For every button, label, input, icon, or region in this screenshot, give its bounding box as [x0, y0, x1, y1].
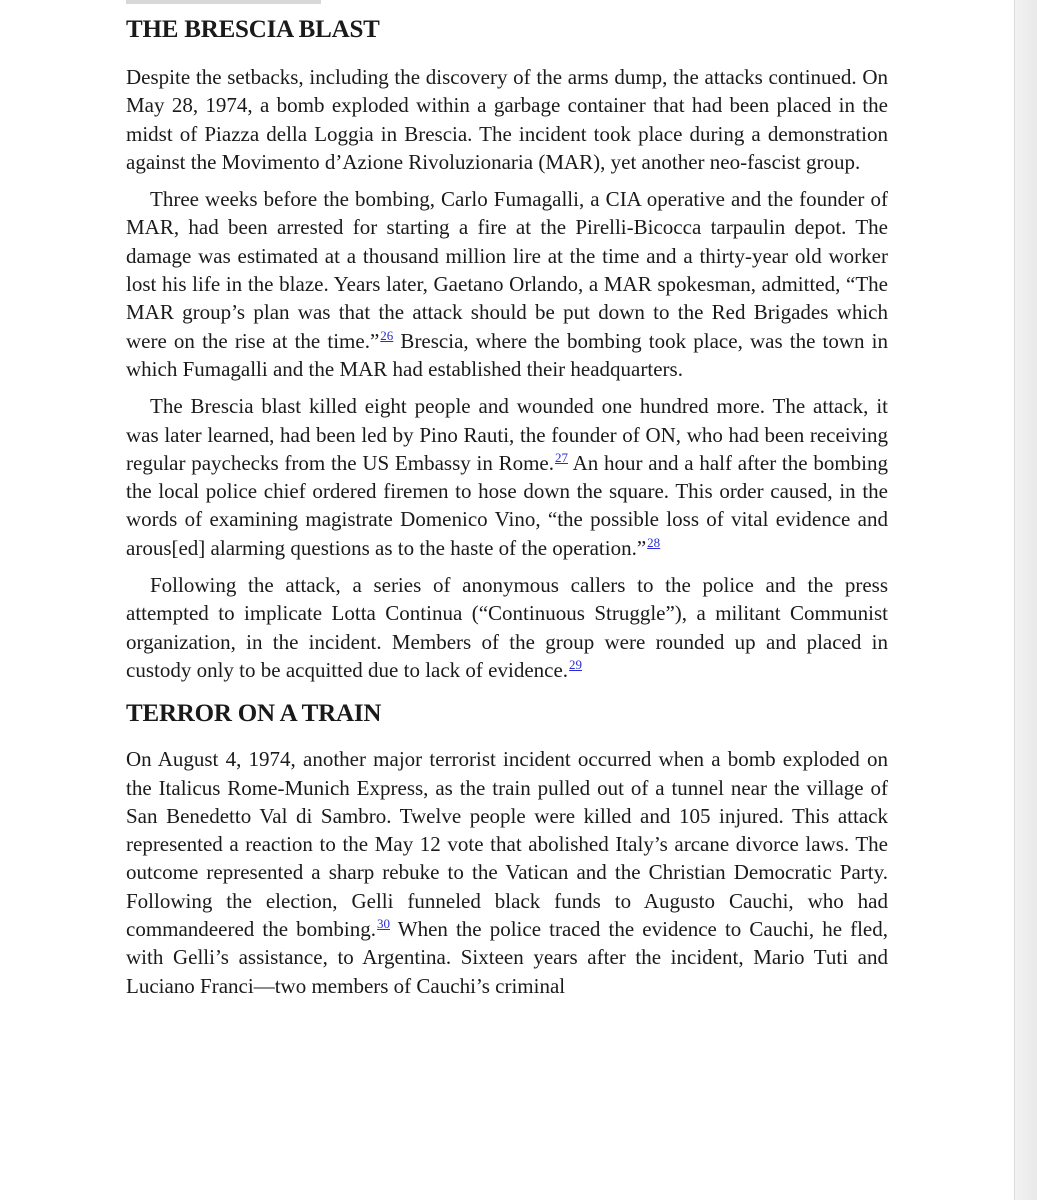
- footnote-link[interactable]: 30: [377, 916, 391, 932]
- paragraph: Following the attack, a series of anonymous callers to the police and the press attempted to implicate Lotta Continua (“Continuous Struggle”), a militant Communist organization, in the incident. Members of the group were rounded up and placed in custody only to be acquitted due to lack of evidence.$^{29}$: [126, 573, 888, 682]
- footnote-link[interactable]: 26: [380, 327, 394, 343]
- section-heading-brescia-blast: THE BRESCIA BLAST: [126, 16, 380, 43]
- book-page-content: [126, 14, 888, 1009]
- paragraph: The Brescia blast killed eight people and wounded one hundred more. The attack, it was later learned, had been led by Pino Rauti, the founder of ON, who had been receiving regular paychecks from the US Embassy in Rome.$^{27}$ An hour and a half after the bombing the local police chief ordered firemen to hose down the square. This order caused, in the words of examining magistrate Domenico Vino, “the possible loss of vital evidence and arous[ed] alarming questions as to the haste of the operation.”$^{28}$: [126, 394, 888, 560]
- footnote-link[interactable]: 29: [569, 656, 583, 672]
- paragraph: On August 4, 1974, another major terrorist incident occurred when a bomb exploded on the Italicus Rome-Munich Express, as the train pulled out of a tunnel near the village of San Benedetto Val di Sambro. Twelve people were killed and 105 injured. This attack represented a reaction to the May 12 vote that abolished Italy’s arcane divorce laws. The outcome represented a sharp rebuke to the Vatican and the Christian Democratic Party. Following the election, Gelli funneled black funds to Augusto Cauchi, who had commandeered the bombing.$^{30}$ When the police traced the evidence to Cauchi, he fled, with Gelli’s assistance, to Argentina. Sixteen years after the incident, Mario Tuti and Luciano Franci—two members of Cauchi’s criminal: [126, 747, 889, 998]
- previous-page-remnant: [126, 0, 321, 4]
- page-edge: [1014, 0, 1037, 1200]
- footnote-link[interactable]: 28: [647, 534, 661, 550]
- paragraph: Despite the setbacks, including the discovery of the arms dump, the attacks continued. On May 28, 1974, a bomb exploded within a garbage container that had been placed in the midst of Piazza della Loggia in Brescia. The incident took place during a demonstration against the Movimento d’Azione Rivoluzionaria (MAR), yet another neo-fascist group.: [126, 65, 888, 174]
- paragraph: Three weeks before the bombing, Carlo Fumagalli, a CIA operative and the founder of MAR, had been arrested for starting a fire at the Pirelli-Bicocca tarpaulin depot. The damage was estimated at a thousand million lire at the time and a thirty-year old worker lost his life in the blaze. Years later, Gaetano Orlando, a MAR spokesman, admitted, “The MAR group’s plan was that the attack should be put down to the Red Brigades which were on the rise at the time.”$^{26}$ Brescia, where the bombing took place, was the town in which Fumagalli and the MAR had established their headquarters.: [126, 187, 889, 381]
- section-heading-terror-on-a-train: TERROR ON A TRAIN: [126, 700, 382, 728]
- footnote-link[interactable]: 27: [555, 449, 568, 465]
